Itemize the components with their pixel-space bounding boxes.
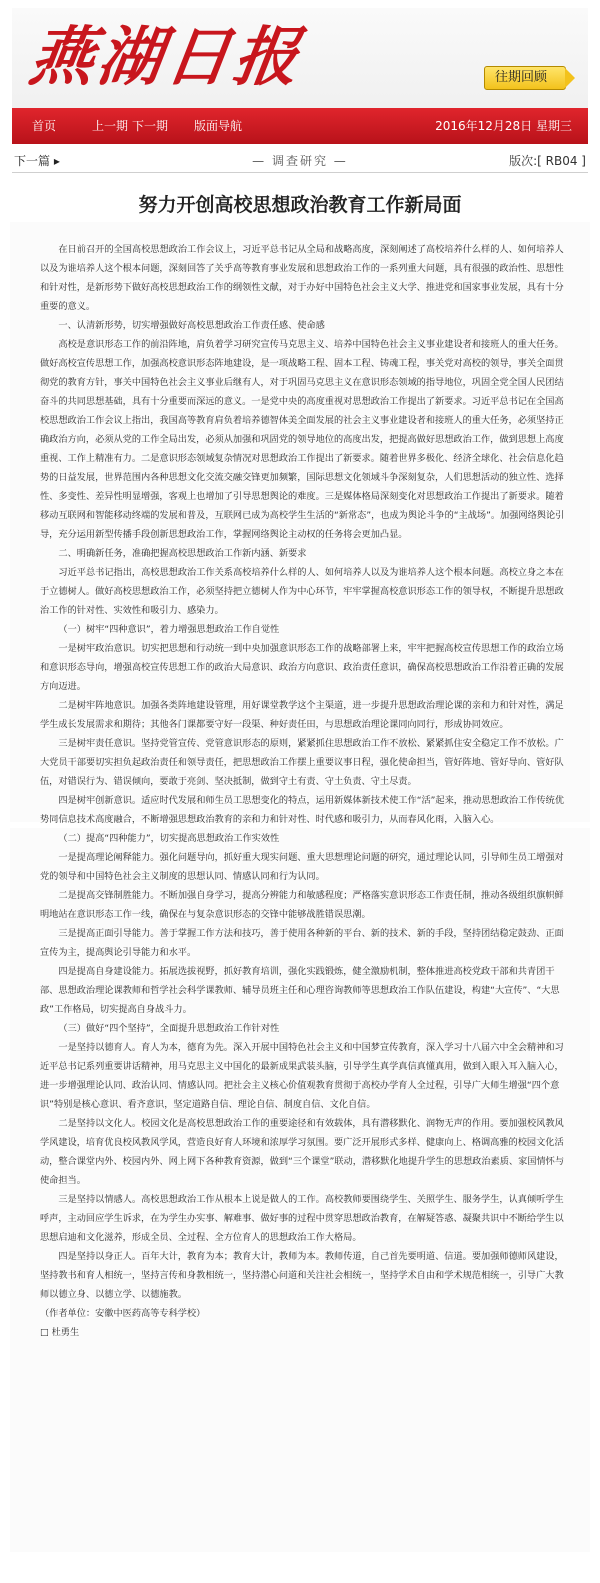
article-paragraph: 四是树牢创新意识。适应时代发展和师生员工思想变化的特点，运用新媒体新技术使工作“活”起来，推动思想政治工作传统优势同信息技术高度融合，不断增强思想政治教育的亲和力和针对性、时代感和吸引力，从而春风化雨，入脑入心。 [40, 795, 565, 825]
article-paragraph: 高校是意识形态工作的前沿阵地，肩负着学习研究宣传马克思主义、培养中国特色社会主义事业建设者和接班人的重大任务。做好高校宣传思想工作，加强高校意识形态阵地建设，是一项战略工程、固本工程、铸魂工程，事关党对高校的领导，事关全面贯彻党的教育方针，事关中国特色社会主义事业后继有人，对于巩固马克思主义在意识形态领域的指导地位，巩固全党全国人民团结奋斗的共同思想基础，具有十分重要而深远的意义。一是党中央的高度重视对思想政治工作提出了新要求。习近平总书记在全国高校思想政治工作会议上指出，我国高等教育肩负着培养德智体美全面发展的社会主义事业建设者和接班人的重大任务，必须坚持正确政治方向，必须从党的工作全局出发，必须从加强和巩固党的领导地位的高度出发，把提高做好思想政治工作，做到思想上高度重视、工作上精准有力。二是意识形态领域复杂情况对思想政治工作提出了新要求。随着世界多极化、经济全球化、社会信息化趋势的日益发展，世界范围内各种思想文化交流交融交锋更加频繁，国际思想文化领域斗争深刻复杂，人们思想活动的独立性、选择性、多变性、差异性明显增强，客观上也增加了引导思想舆论的难度。三是媒体格局深刻变化对思想政治工作提出了新要求。随着移动互联网和智能移动终端的发展和普及，互联网已成为高校学生生活的“新常态”，也成为舆论斗争的“主战场”。加强网络舆论引导，充分运用新型传播手段创新思想政治工作，掌握网络舆论主动权的任务将会更加凸显。 [40, 339, 565, 540]
article-heading: 一、认清新形势，切实增强做好高校思想政治工作责任感、使命感 [58, 320, 325, 331]
article-subheading: （二）提高“四种能力”，切实提高思想政治工作实效性 [58, 833, 280, 844]
article-title: 努力开创高校思想政治教育工作新局面 [138, 194, 462, 216]
article-subheading: （一）树牢“四种意识”，着力增强思想政治工作自觉性 [58, 624, 280, 635]
article-paragraph: 三是坚持以情感人。高校思想政治工作从根本上说是做人的工作。高校教师要围绕学生、关照学生、服务学生，认真倾听学生呼声，主动回应学生诉求，在为学生办实事、解难事、做好事的过程中贯穿思想政治教育，在解疑答惑、凝聚共识中不断给学生以思想启迪和文化滋养，形成全员、全过程、全方位育人的思想政治工作大格局。 [40, 1194, 564, 1243]
article-paragraph: 一是树牢政治意识。切实把思想和行动统一到中央加强意识形态工作的战略部署上来，牢牢把握高校宣传思想工作的政治立场和意识形态导向，增强高校宣传思想工作的政治大局意识、政治方向意识、政治责任意识，确保高校思想政治工作沿着正确的发展方向迈进。 [40, 643, 564, 692]
article-paragraph: 三是树牢责任意识。坚持党管宣传、党管意识形态的原则，紧紧抓住思想政治工作不放松、紧紧抓住安全稳定工作不放松。广大党员干部要切实担负起政治责任和领导责任，把思想政治工作摆上重要议事日程，强化使命担当，管好阵地、管好导向、管好队伍，对错误行为、错误倾向，要敢于亮剑、坚决抵制，做到守土有责、守土负责、守土尽责。 [40, 738, 564, 787]
nav-page-nav-link[interactable]: 版面导航 [194, 119, 243, 133]
section-name: — 调查研究 — [252, 154, 348, 168]
top-navbar [12, 108, 588, 144]
article-paragraph: 一是坚持以德育人。育人为本，德育为先。深入开展中国特色社会主义和中国梦宣传教育，深入学习十八届六中全会精神和习近平总书记系列重要讲话精神，用马克思主义中国化的最新成果武装头脑，引导学生真学真信真懂真用，做到入眼入耳入脑入心，进一步增强理论认同、政治认同、情感认同。把社会主义核心价值观教育贯彻于高校办学育人全过程，引导广大师生增强“四个意识”特别是核心意识、看齐意识，坚定道路自信、理论自信、制度自信、文化自信。 [40, 1042, 564, 1110]
nav-home-link[interactable]: 首页 [32, 119, 57, 133]
article-paragraph: 四是坚持以身正人。百年大计，教育为本；教育大计，教师为本。教师传道，自己首先要明道、信道。要加强师德师风建设，坚持教书和育人相统一，坚持言传和身教相统一，坚持潜心问道和关注社会相统一，坚持学术自由和学术规范相统一，引导广大教师以德立身、以德立学、以德施教。 [40, 1251, 564, 1300]
article-paragraph: 四是提高自身建设能力。拓展选拔视野，抓好教育培训，强化实践锻炼，健全激励机制，整体推进高校党政干部和共青团干部、思想政治理论课教师和哲学社会科学课教师、辅导员班主任和心理咨询教师等思想政治工作队伍建设，构建“大宣传”、“大思政”工作格局，切实提高自身战斗力。 [40, 966, 560, 1015]
author-name: □ 杜勇生 [40, 1327, 80, 1338]
article-paragraph: 二是提高交锋制胜能力。不断加强自身学习，提高分辨能力和敏感程度；严格落实意识形态工作责任制，推动各级组织旗帜鲜明地站在意识形态工作一线，确保在与复杂意识形态的交锋中能够战胜错误思潮。 [40, 890, 564, 920]
article-heading: 二、明确新任务，准确把握高校思想政治工作新内涵、新要求 [58, 548, 307, 559]
article-paragraph: 一是提高理论阐释能力。强化问题导向，抓好重大现实问题、重大思想理论问题的研究，通过理论认同，引导师生员工增强对党的领导和中国特色社会主义制度的思想认同、情感认同和行为认同。 [40, 852, 564, 882]
article-paragraph: 在日前召开的全国高校思想政治工作会议上，习近平总书记从全局和战略高度，深刻阐述了高校培养什么样的人、如何培养人以及为谁培养人这个根本问题，深刻回答了关乎高等教育事业发展和思想政治工作的一系列重大问题，具有很强的政治性、思想性和针对性，是新形势下做好高校思想政治工作的纲领性文献，对于办好中国特色社会主义大学、推进党和国家事业发展，具有十分重要的意义。 [40, 244, 564, 312]
article-paragraph: 二是树牢阵地意识。加强各类阵地建设管理，用好课堂教学这个主渠道，进一步提升思想政治理论课的亲和力和针对性，满足学生成长发展需求和期待；其他各门课都要守好一段渠、种好责任田，与思想政治理论课同向同行，形成协同效应。 [40, 700, 564, 730]
author-affiliation: （作者单位：安徽中医药高等专科学校） [40, 1308, 206, 1319]
archive-button[interactable] [484, 66, 566, 90]
nav-prev-issue-link[interactable]: 上一期 [92, 119, 129, 133]
article-paragraph: 习近平总书记指出，高校思想政治工作关系高校培养什么样的人、如何培养人以及为谁培养人这个根本问题。高校立身之本在于立德树人。做好高校思想政治工作，必须坚持把立德树人作为中心环节，牢牢掌握高校意识形态工作的领导权，不断提升思想政治工作的针对性、实效性和吸引力、感染力。 [40, 567, 564, 616]
masthead [12, 8, 588, 108]
issue-date: 2016年12月28日 星期三 [435, 119, 572, 133]
next-article-link[interactable]: 下一篇 ▸ [14, 154, 60, 168]
article-body [40, 240, 565, 1342]
archive-button-label: 往期回顾 [494, 70, 547, 85]
sub-header [12, 150, 588, 173]
arrow-right-icon [565, 68, 575, 88]
article-subheading: （三）做好“四个坚持”，全面提升思想政治工作针对性 [58, 1023, 280, 1034]
article-paragraph: 三是提高正面引导能力。善于掌握工作方法和技巧，善于使用各种新的平台、新的技术、新的手段，坚持团结稳定鼓劲、正面宣传为主，提高舆论引导能力和水平。 [40, 928, 564, 958]
article-paragraph: 二是坚持以文化人。校园文化是高校思想政治工作的重要途径和有效载体，具有潜移默化、润物无声的作用。要加强校风教风学风建设，培育优良校风教风学风，营造良好育人环境和浓厚学习氛围。要广泛开展形式多样、健康向上、格调高雅的校园文化活动，整合课堂内外、校园内外、网上网下各种教育资源，做到“三个课堂”联动，潜移默化地提升学生的思想政治素质、家国情怀与使命担当。 [40, 1118, 565, 1186]
nav-next-issue-link[interactable]: 下一期 [132, 119, 169, 133]
newspaper-logo: 燕湖日报 [24, 20, 308, 95]
edition-label: 版次:[ RB04 ] [509, 154, 586, 168]
